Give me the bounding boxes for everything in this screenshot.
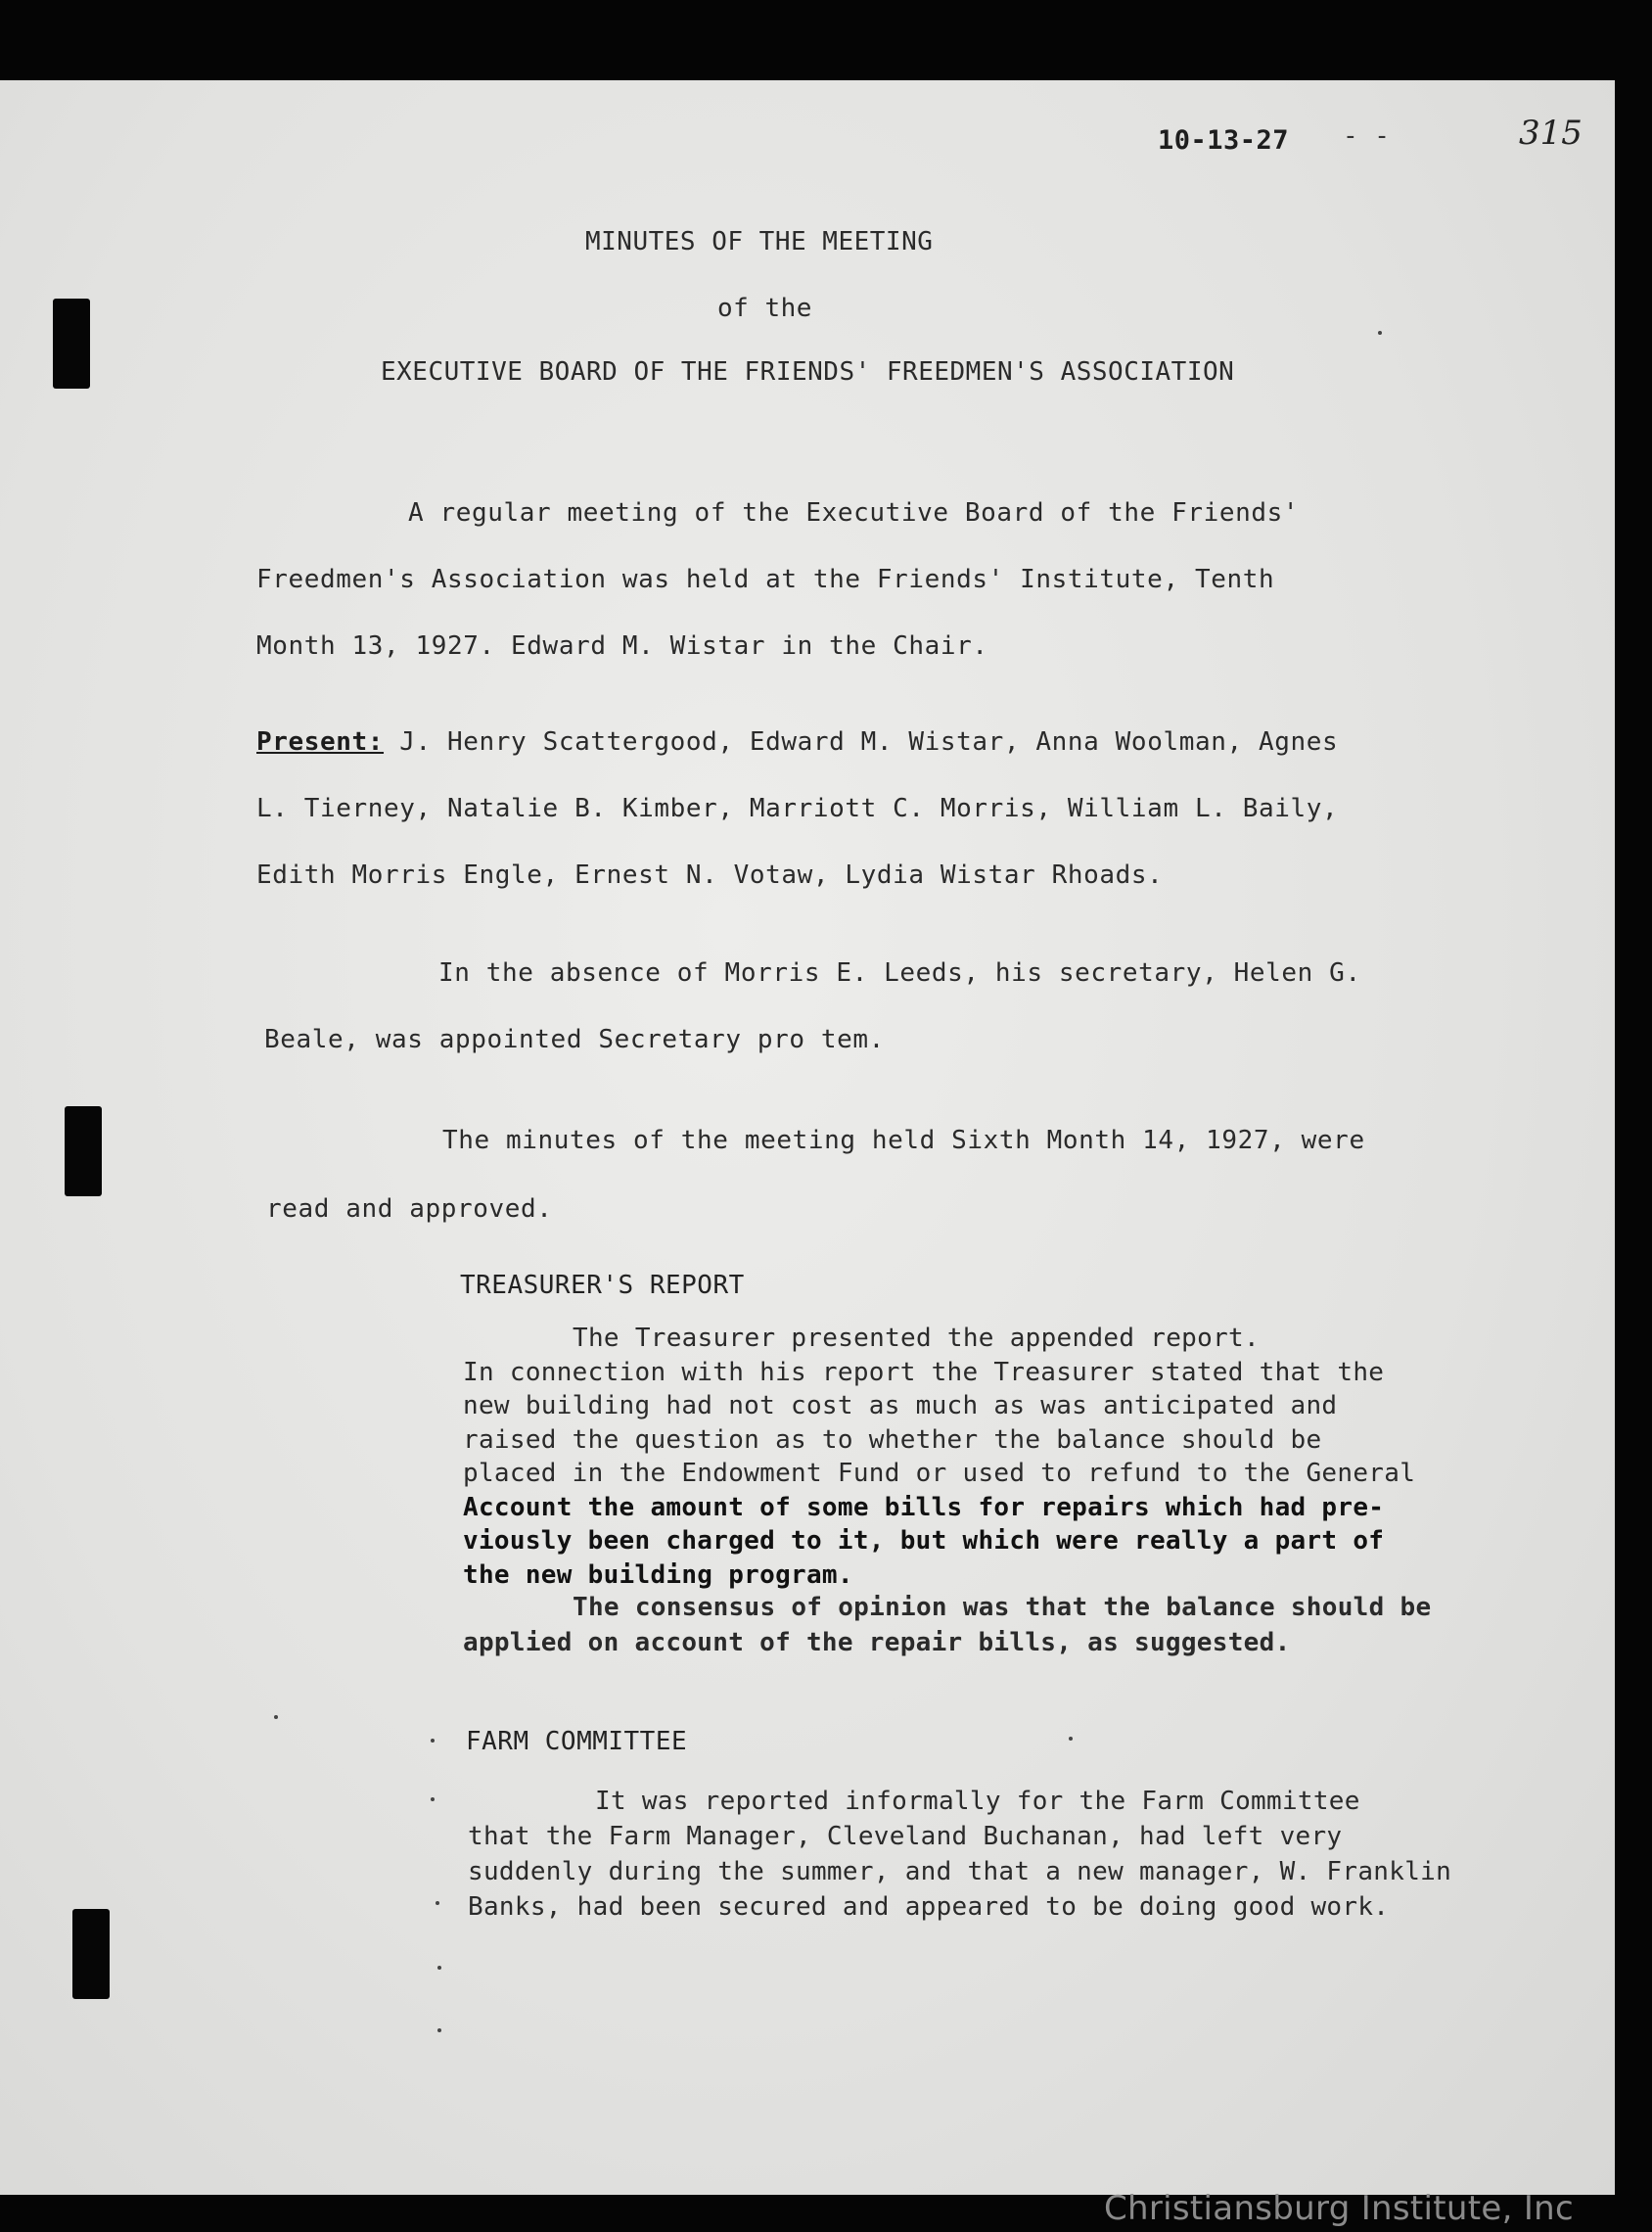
speck — [431, 1797, 435, 1801]
consensus-paragraph — [463, 1590, 1431, 1660]
paragraph-line: Beale, was appointed Secretary pro tem. — [264, 1025, 885, 1054]
speck — [1069, 1737, 1073, 1741]
paragraph-line: The Treasurer presented the appended report. — [573, 1324, 1260, 1353]
title-line-1: MINUTES OF THE MEETING — [585, 227, 934, 256]
speck — [436, 1901, 439, 1905]
farm-heading: FARM COMMITTEE — [466, 1727, 688, 1756]
paragraph-line: read and approved. — [266, 1194, 553, 1224]
paragraph-line: raised the question as to whether the balance should be — [463, 1424, 1322, 1455]
paragraph-line: L. Tierney, Natalie B. Kimber, Marriott C. Morris, William L. Baily, — [256, 794, 1339, 823]
treasurer-heading: TREASURER'S REPORT — [460, 1271, 745, 1300]
paragraph-line: J. Henry Scattergood, Edward M. Wistar, Anna Woolman, Agnes — [384, 727, 1339, 757]
farm-report — [468, 1784, 1451, 1925]
binder-hole — [65, 1106, 102, 1196]
binder-hole — [72, 1909, 110, 1999]
speck — [437, 2028, 441, 2032]
speck — [437, 1966, 441, 1970]
treasurer-report — [463, 1322, 1415, 1592]
minutes-paragraph — [266, 1106, 1441, 1243]
watermark: Christiansburg Institute, Inc — [1104, 2189, 1574, 2228]
paragraph-line: Banks, had been secured and appeared to be doing good work. — [468, 1892, 1390, 1922]
paragraph-line: Edith Morris Engle, Ernest N. Votaw, Lydia Wistar Rhoads. — [256, 860, 1164, 890]
speck — [431, 1739, 435, 1743]
paragraph-line: Freedmen's Association was held at the Friends' Institute, Tenth — [256, 565, 1275, 594]
paragraph-line: applied on account of the repair bills, as suggested. — [463, 1628, 1291, 1657]
title-line-2: of the — [717, 294, 812, 323]
paragraph-line: In connection with his report the Treasurer stated that the — [463, 1357, 1385, 1387]
speck — [274, 1715, 278, 1719]
header-dashes: - - — [1343, 121, 1391, 151]
paragraph-line: In the absence of Morris E. Leeds, his secretary, Helen G. — [438, 958, 1361, 988]
opening-paragraph — [256, 480, 1431, 679]
paragraph-line: that the Farm Manager, Cleveland Buchanan, had left very — [468, 1822, 1343, 1851]
binder-hole — [53, 299, 90, 389]
page-number: 315 — [1519, 114, 1583, 153]
paragraph-line: new building had not cost as much as was anticipated and — [463, 1391, 1338, 1420]
document-date: 10-13-27 — [1158, 125, 1290, 156]
paragraph-line: The minutes of the meeting held Sixth Month 14, 1927, were — [442, 1126, 1365, 1155]
title-line-3: EXECUTIVE BOARD OF THE FRIENDS' FREEDMEN'S ASSOCIATION — [381, 357, 1235, 387]
speck — [1378, 331, 1382, 335]
paragraph-line: It was reported informally for the Farm Committee — [595, 1787, 1360, 1816]
paragraph-line: viously been charged to it, but which were really a part of — [463, 1526, 1385, 1556]
document-page — [0, 80, 1615, 2228]
paragraph-line: the new building program. — [463, 1559, 853, 1590]
paragraph-line: Month 13, 1927. Edward M. Wistar in the Chair. — [256, 631, 988, 661]
paragraph-line: placed in the Endowment Fund or used to refund to the General — [463, 1459, 1416, 1488]
paragraph-line: Account the amount of some bills for repairs which had pre- — [463, 1492, 1385, 1522]
paragraph-line: A regular meeting of the Executive Board of the Friends' — [408, 498, 1300, 528]
present-label: Present: — [256, 727, 385, 757]
secretary-paragraph — [264, 940, 1439, 1073]
paragraph-line: suddenly during the summer, and that a new manager, W. Franklin — [468, 1857, 1452, 1886]
paragraph-line: The consensus of opinion was that the balance should be — [573, 1593, 1432, 1622]
attendance-paragraph — [256, 709, 1431, 908]
